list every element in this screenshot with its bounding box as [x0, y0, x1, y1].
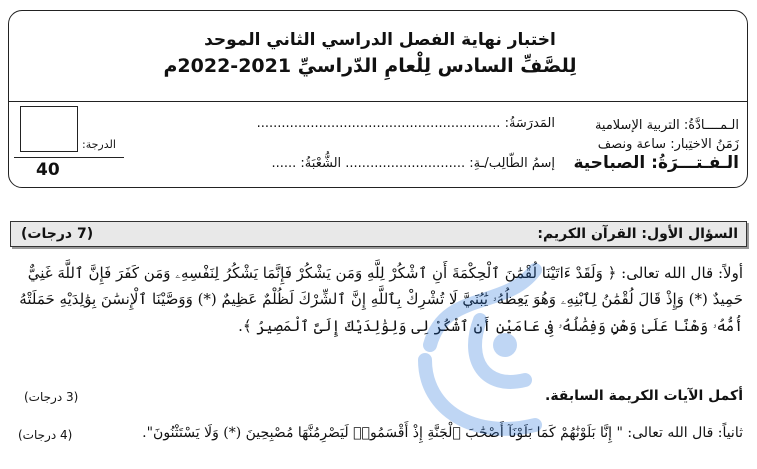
grade-label: الدرجة:: [82, 138, 116, 151]
question-marks: (7 درجات): [21, 226, 94, 242]
school-field[interactable]: المَدرَسَةُ: ...........................................................: [256, 116, 555, 131]
question-header-bar: [10, 221, 747, 247]
subject-label: الـمــــادَّةُ: التربية الإسلامية: [594, 118, 739, 133]
verse-line-1: أولاً: قال الله تعالى: ﴿ وَلَقَدْ ءَاتَيْنَا لُقْمَٰنَ ٱلْحِكْمَةَ أَنِ ٱشْكُرْ لِلَّهِ وَمَن يَشْكُرْ فَإِنَّمَا يَشْكُرُ لِنَفْسِهِۦ وَمَن كَفَرَ فَإِنَّ ٱللَّهَ غَنِيٌّ: [27, 264, 743, 282]
watermark-dot: [493, 333, 517, 357]
grade-total: 40: [36, 160, 60, 180]
task-instruction: أكمل الآيات الكريمة السابقة.: [545, 388, 743, 404]
watermark-logo-icon: [385, 250, 575, 460]
second-part-marks: (4 درجات): [18, 428, 73, 442]
task-marks: (3 درجات): [24, 390, 79, 404]
grade-box[interactable]: [20, 106, 78, 152]
verse-line-2: حَمِيدٌ (*) وَإِذْ قَالَ لُقْمَٰنُ لِٱبْنِهِۦ وَهُوَ يَعِظُهُۥ يَٰبُنَيَّ لَا تُشْرِكْ بِٱللَّهِ إِنَّ ٱلشِّرْكَ لَظُلْمٌ عَظِيمٌ (*) وَوَصَّيْنَا ٱلْإِنسَٰنَ بِوَٰلِدَيْهِ حَمَلَتْهُ: [19, 290, 743, 308]
grade-divider: [14, 157, 124, 158]
verse-line-3: أُمُّهُۥ وَهْنًا عَلَىٰ وَهْنٍ وَفِصَٰلُهُۥ فِى عَامَيْنِ أَنِ ٱشْكُرْ لِى وَلِوَٰلِدَيْكَ إِلَىَّ ٱلْمَصِيرُ ﴾.: [238, 317, 743, 335]
second-part-text: ثانياً: قال الله تعالى: " إِنَّا بَلَوْنَٰهُمْ كَمَا بَلَوْنَآ أَصْحَٰبَ ٱلْجَنَّةِ إِذْ أَقْسَمُوا۟ لَيَصْرِمُنَّهَا مُصْبِحِينَ (*) وَلَا يَسْتَثْنُونَ".: [142, 425, 743, 441]
header-divider: [9, 101, 747, 102]
question-title: السؤال الأول: القرآن الكريم:: [537, 226, 738, 242]
student-name-field[interactable]: إسمُ الطّالِب/ـةِ: ............................. الشُّعْبَةُ: ......: [271, 156, 555, 171]
period-label: الـفـتـــرَةُ: الصباحية: [573, 153, 739, 173]
duration-label: زَمَنُ الاختِبار: ساعة ونصف: [597, 137, 739, 152]
exam-subtitle: لِلصَّفِّ السادس لِلْعامِ الدّراسيِّ 2021-2022م: [163, 55, 577, 77]
exam-title: اختبار نهاية الفصل الدراسي الثاني الموحد: [204, 30, 556, 50]
